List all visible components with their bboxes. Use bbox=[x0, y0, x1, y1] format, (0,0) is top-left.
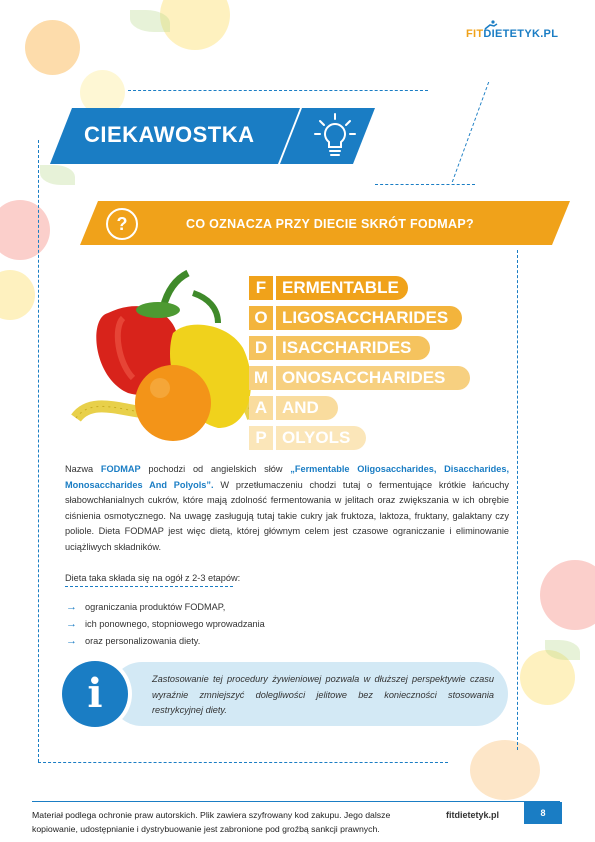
list-item-text: oraz personalizowania diety. bbox=[85, 636, 201, 646]
question-title: CO OZNACZA PRZY DIECIE SKRÓT FODMAP? bbox=[186, 217, 474, 231]
list-item-text: ich ponownego, stopniowego wprowadzania bbox=[85, 619, 265, 629]
para-text: pochodzi od angielskich słów bbox=[140, 464, 291, 474]
background-lemon bbox=[0, 270, 35, 320]
list-item bbox=[66, 601, 225, 613]
frame-dash-mid bbox=[375, 184, 475, 185]
fodmap-terms-full: „Fermentable Oligosaccharides, Disaccharides, Monosaccharides And Polyols”. bbox=[65, 464, 510, 490]
fodmap-letter: A bbox=[249, 396, 273, 420]
fodmap-letter: F bbox=[249, 276, 273, 300]
frame-dash-right-bottom bbox=[517, 250, 518, 750]
frame-dash-bottom bbox=[38, 762, 448, 763]
frame-dash-left bbox=[38, 140, 39, 762]
info-icon: i bbox=[87, 670, 103, 717]
fodmap-description bbox=[65, 462, 509, 556]
logo-fit: FIT bbox=[466, 28, 484, 40]
question-icon: ? bbox=[106, 208, 138, 240]
fodmap-word: LIGOSACCHARIDES bbox=[276, 306, 462, 330]
footer-site-link[interactable]: fitdietetyk.pl bbox=[446, 810, 500, 820]
lightbulb-icon bbox=[312, 112, 358, 160]
para-text: Nazwa bbox=[65, 464, 101, 474]
list-item bbox=[66, 635, 200, 647]
stages-intro: Dieta taka składa się na ogół z 2-3 etapów: bbox=[65, 573, 241, 583]
fodmap-term: FODMAP bbox=[100, 464, 141, 474]
info-text: Zastosowanie tej procedury żywieniowej pozwala w dłuższej perspektywie czasu wyraźnie zmniejszyć dolegliwości jelitowe bez konieczności stosowania restrykcyjnej diety. bbox=[152, 674, 494, 715]
arrow-right-icon: → bbox=[66, 635, 77, 647]
arrow-right-icon: → bbox=[66, 601, 77, 613]
copyright-notice: Materiał podlega ochronie praw autorskich. Plik zawiera szyfrowany kod zakupu. Jego dalsze kopiowanie, udostępnianie i dystrybuowanie jest zabronione pod groźbą sankcji prawnych. bbox=[32, 810, 391, 834]
fodmap-letter: M bbox=[249, 366, 273, 390]
fodmap-letter: P bbox=[249, 426, 273, 450]
page-number: 8 bbox=[524, 802, 562, 824]
fodmap-word: OLYOLS bbox=[276, 426, 366, 450]
background-leaf bbox=[40, 165, 75, 185]
footer-divider bbox=[32, 801, 560, 802]
arrow-right-icon: → bbox=[66, 618, 77, 630]
para-text: W przetłumaczeniu chodzi tutaj o fermentujące krótkie łańcuchy słabowchłanialnych cukrów, które mają zdolność fermentowania w jelitach oraz zwiększania w ich obrębie ciśnienia osmotycznego. Na uwagę zasługują tutaj takie cukry jak fruktoza, laktoza, fruktany, galaktany czy poliole. Dieta FODMAP jest więc dietą, której głównym celem jest czasowe ograniczanie i eliminowanie uciążliwych składników. bbox=[65, 479, 509, 552]
list-item bbox=[66, 618, 265, 630]
brand-logo[interactable] bbox=[466, 28, 558, 40]
fodmap-letter: D bbox=[249, 336, 273, 360]
fodmap-word: AND bbox=[276, 396, 338, 420]
background-grapefruit bbox=[0, 200, 50, 260]
list-item-text: ograniczania produktów FODMAP, bbox=[85, 602, 226, 612]
frame-dash-right-top bbox=[452, 82, 489, 182]
fodmap-word: ISACCHARIDES bbox=[276, 336, 430, 360]
background-orange bbox=[470, 740, 540, 800]
background-grapefruit bbox=[540, 560, 595, 630]
background-lemon bbox=[160, 0, 230, 50]
fodmap-letter: O bbox=[249, 306, 273, 330]
section-title: CIEKAWOSTKA bbox=[84, 122, 255, 147]
background-orange bbox=[25, 20, 80, 75]
logo-domain: DIETETYK.PL bbox=[483, 28, 559, 40]
frame-dash-top bbox=[128, 90, 428, 91]
fodmap-word: ERMENTABLE bbox=[276, 276, 408, 300]
vegetables-illustration bbox=[68, 268, 258, 453]
stages-intro-underline bbox=[65, 586, 233, 587]
fodmap-word: ONOSACCHARIDES bbox=[276, 366, 470, 390]
